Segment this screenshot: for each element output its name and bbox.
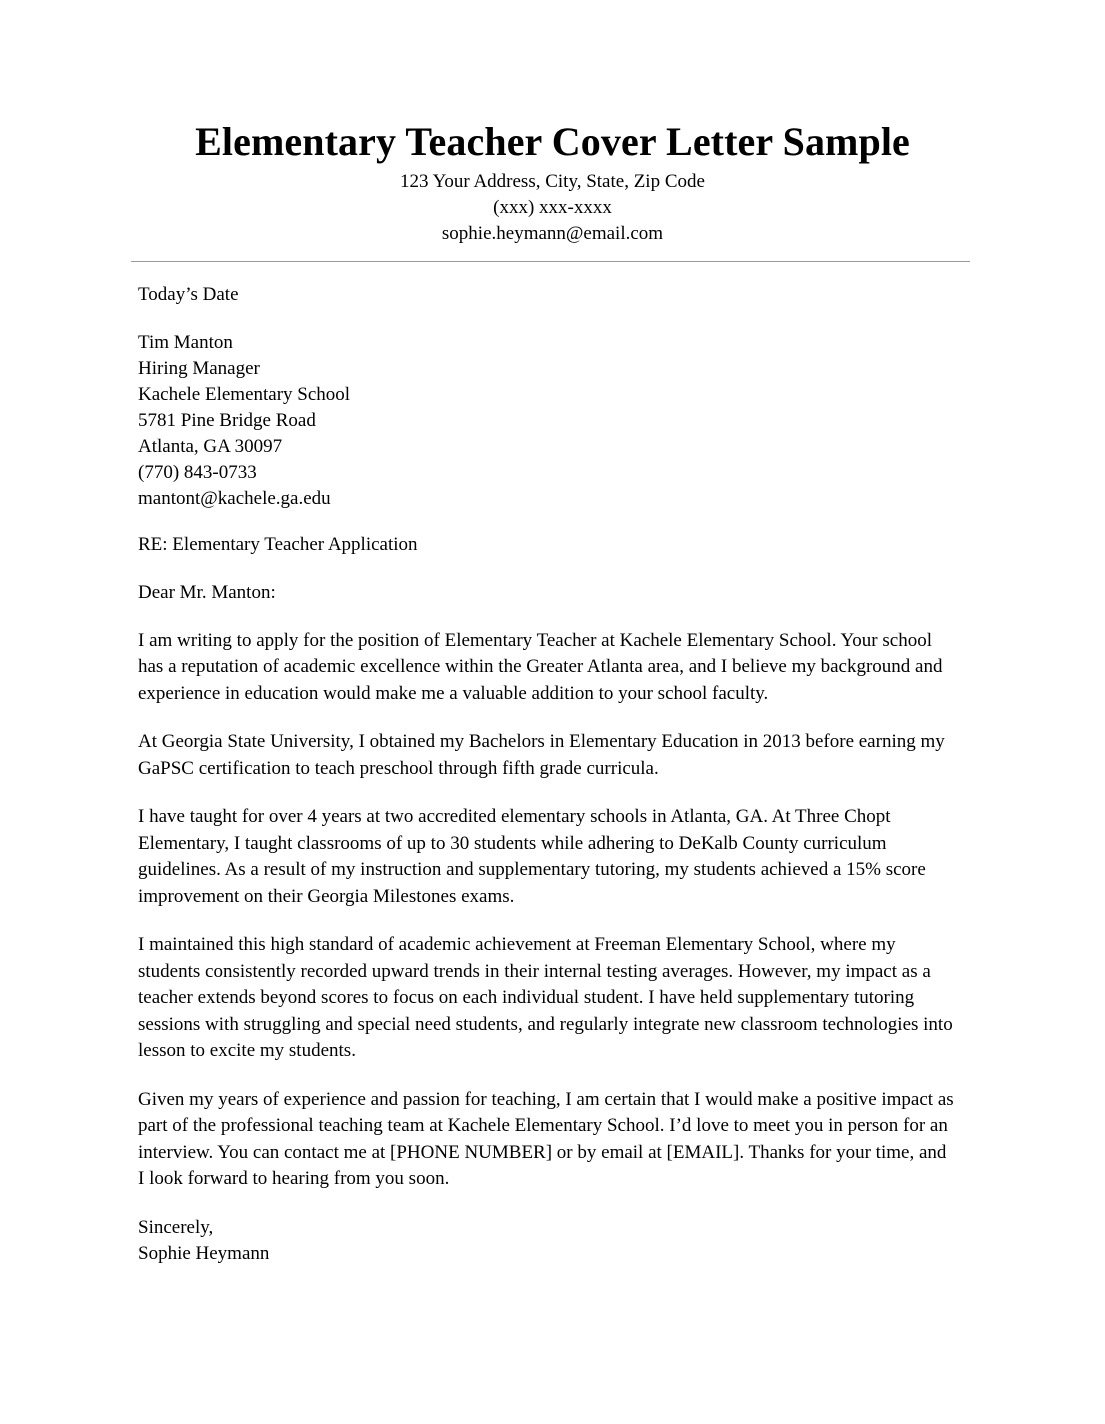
recipient-street: 5781 Pine Bridge Road [138,409,316,431]
letterhead-email: sophie.heymann@email.com [441,222,664,244]
letterhead-address: 123 Your Address, City, State, Zip Code [400,170,705,192]
letter-body [0,282,1105,1267]
recipient-name: Tim Manton [138,331,233,353]
body-paragraph: I have taught for over 4 years at two accredited elementary schools in Atlanta, GA. At Three Chopt Elementary, I taught classrooms of up to 30 students while adhering to DeKalb County curriculum guidelines. As a result of my instruction and supplementary tutoring, my students achieved a 15% score improvement on their Georgia Milestones exams. [138,806,926,907]
closing-block [138,1215,955,1267]
letterhead [0,0,1105,247]
recipient-email: mantont@kachele.ga.edu [138,487,331,509]
recipient-job-title: Hiring Manager [138,357,260,379]
page-title: Elementary Teacher Cover Letter Sample [195,119,910,164]
body-paragraph: At Georgia State University, I obtained my Bachelors in Elementary Education in 2013 before earning my GaPSC certification to teach preschool through fifth grade curricula. [138,731,945,779]
recipient-phone: (770) 843-0733 [138,461,257,483]
body-paragraph: Given my years of experience and passion for teaching, I am certain that I would make a positive impact as part of the professional teaching team at Kachele Elementary School. I’d love to meet you in person for an interview. You can contact me at [PHONE NUMBER] or by email at [EMAIL]. Thanks for your time, and I look forward to hearing from you soon. [138,1088,954,1190]
subject-line: RE: Elementary Teacher Application [138,533,418,555]
letterhead-phone: (xxx) xxx-xxxx [493,196,612,218]
signature-name: Sophie Heymann [138,1242,270,1264]
body-paragraph: I am writing to apply for the position of Elementary Teacher at Kachele Elementary School. Your school has a reputation of academic excellence within the Greater Atlanta area, and I believe my background and experience in education would make me a valuable addition to your school faculty. [138,629,943,704]
letterhead-divider [131,261,970,262]
date-line: Today’s Date [138,283,239,305]
valediction: Sincerely, [138,1216,214,1238]
recipient-city-state-zip: Atlanta, GA 30097 [138,435,283,457]
body-paragraph: I maintained this high standard of academic achievement at Freeman Elementary School, where my students consistently recorded upward trends in their internal testing averages. However, my impact as a teacher extends beyond scores to focus on each individual student. I have held supplementary tutoring sessions with struggling and special need students, and regularly integrate new classroom technologies into lesson to excite my students. [138,934,953,1062]
recipient-organization: Kachele Elementary School [138,383,351,405]
recipient-address-block [138,330,955,512]
salutation: Dear Mr. Manton: [138,581,276,603]
